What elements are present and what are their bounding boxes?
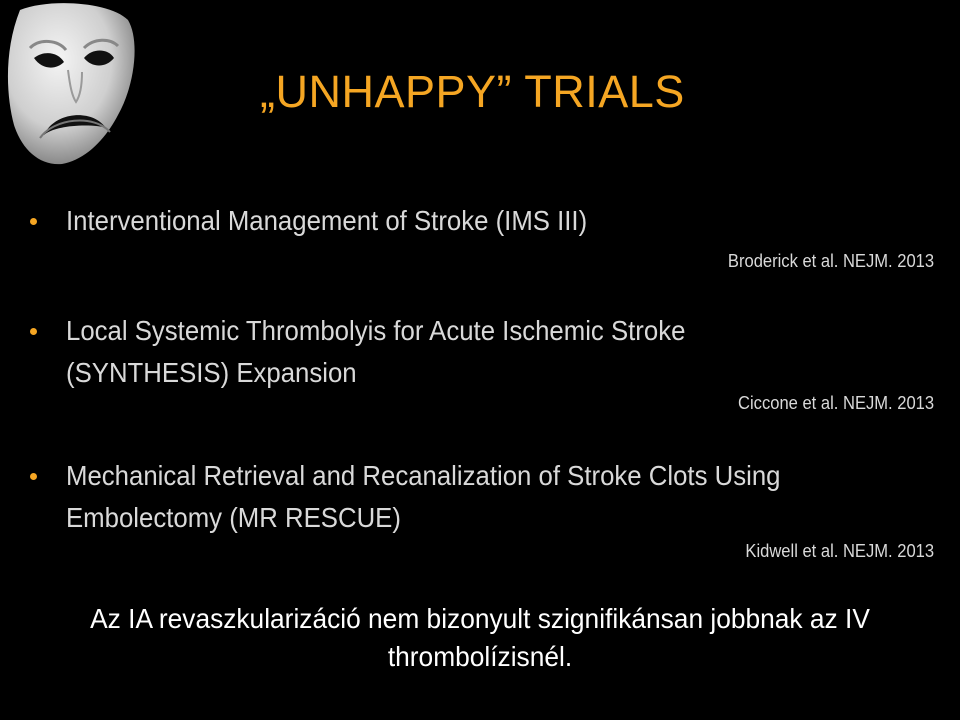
bullet-icon	[30, 218, 37, 225]
citation: Kidwell et al. NEJM. 2013	[745, 541, 934, 561]
bullet-text: Local Systemic Thrombolyis for Acute Ischemic Stroke (SYNTHESIS) Expansion	[66, 315, 686, 388]
bullet-text: Interventional Management of Stroke (IMS III)	[66, 205, 588, 236]
bullet-icon	[30, 328, 37, 335]
tragedy-mask-icon	[0, 0, 150, 170]
slide-title: „UNHAPPY” TRIALS	[260, 66, 685, 117]
citation: Ciccone et al. NEJM. 2013	[737, 393, 934, 413]
bullet-text: Mechanical Retrieval and Recanalization of Stroke Clots Using Embolectomy (MR RESCUE)	[66, 460, 781, 533]
citation: Broderick et al. NEJM. 2013	[727, 251, 934, 271]
bullet-icon	[30, 473, 37, 480]
conclusion-text: Az IA revaszkularizáció nem bizonyult szignifikánsan jobbnak az IV thrombolízisnél.	[90, 603, 870, 672]
